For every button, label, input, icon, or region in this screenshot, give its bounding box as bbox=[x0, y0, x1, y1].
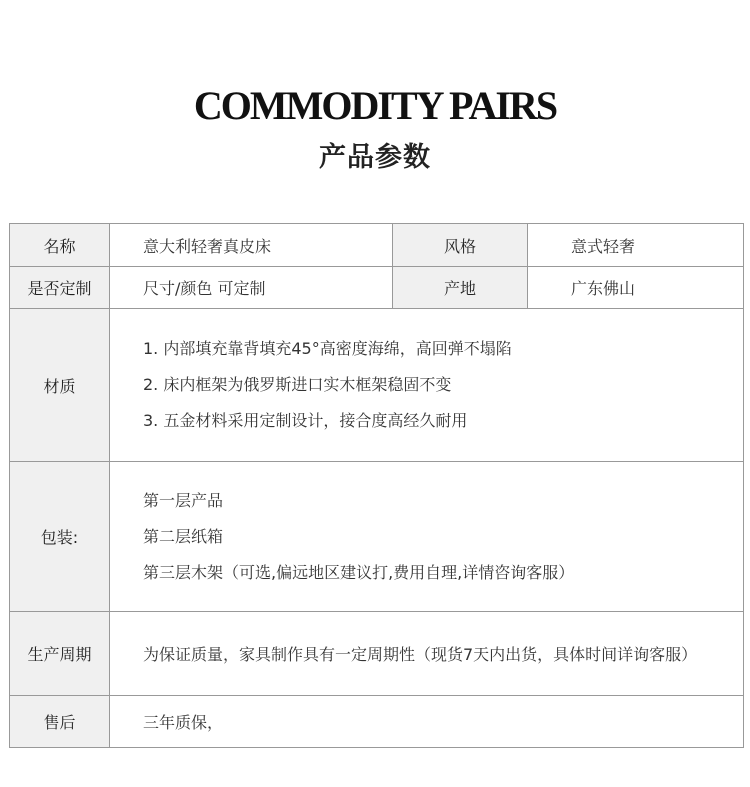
after-sales-value: 三年质保， bbox=[109, 695, 744, 748]
page-title-chinese: 产品参数 bbox=[319, 142, 431, 173]
packing-value bbox=[109, 461, 744, 612]
material-line: 1. 内部填充靠背填充45°高密度海绵，高回弹不塌陷 bbox=[143, 339, 512, 358]
customization-value: 尺寸/颜色 可定制 bbox=[109, 266, 393, 309]
style-value: 意式轻奢 bbox=[527, 223, 744, 267]
packing-line: 第一层产品 bbox=[143, 490, 224, 510]
name-label: 名称 bbox=[9, 223, 110, 267]
style-label: 风格 bbox=[392, 223, 528, 267]
page-title-english: COMMODITY PAIRS bbox=[193, 83, 557, 128]
production-cycle-value: 为保证质量，家具制作具有一定周期性（现货7天内出货，具体时间详询客服） bbox=[109, 611, 744, 696]
material-label: 材质 bbox=[9, 308, 110, 462]
origin-value: 广东佛山 bbox=[527, 266, 744, 309]
product-spec-table bbox=[9, 223, 744, 748]
origin-label: 产地 bbox=[392, 266, 528, 309]
name-value: 意大利轻奢真皮床 bbox=[109, 223, 393, 267]
production-cycle-label: 生产周期 bbox=[9, 611, 110, 696]
after-sales-label: 售后 bbox=[9, 695, 110, 748]
packing-line: 第二层纸箱 bbox=[143, 526, 224, 546]
material-value bbox=[109, 308, 744, 462]
material-line: 3. 五金材料采用定制设计，接合度高经久耐用 bbox=[143, 411, 468, 430]
packing-label: 包装: bbox=[9, 461, 110, 612]
material-line: 2. 床内框架为俄罗斯进口实木框架稳固不变 bbox=[143, 375, 452, 394]
packing-line: 第三层木架（可选,偏远地区建议打,费用自理,详情咨询客服） bbox=[143, 562, 575, 582]
customization-label: 是否定制 bbox=[9, 266, 110, 309]
